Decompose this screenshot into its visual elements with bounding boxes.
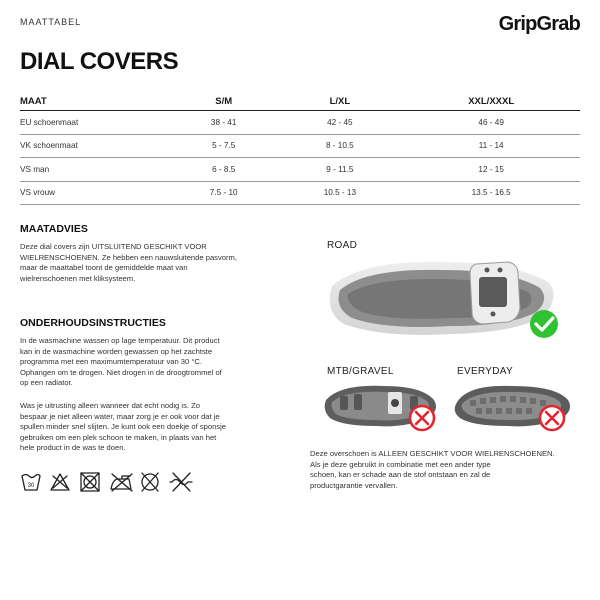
text-line: hele product in de was te doen.: [20, 443, 126, 452]
table-row: [20, 158, 580, 182]
table-cell: 8 - 10.5: [277, 134, 402, 158]
mtb-gravel-label: MTB/GRAVEL: [327, 366, 394, 377]
road-shoe-image: [322, 252, 562, 344]
compatible-badge: [530, 310, 558, 338]
size-table: [20, 92, 580, 205]
table-cell: 9 - 11.5: [277, 158, 402, 182]
table-cell: 7.5 - 10: [170, 181, 277, 205]
size-advice-heading: MAATADVIES: [20, 223, 88, 235]
size-advice-text: [20, 242, 310, 284]
column-header: MAAT: [20, 92, 170, 111]
table-row: [20, 134, 580, 158]
brand-logo: GripGrab: [498, 13, 580, 35]
row-label: VS man: [20, 158, 170, 182]
no-tumble-dry-icon: [81, 473, 99, 491]
text-line: productgarantie vervallen.: [310, 480, 398, 490]
column-header: L/XL: [277, 92, 402, 111]
text-line: spullen minder snel slijten. Je kunt ook een doekje of sponsje: [20, 422, 226, 431]
care-text-2: [20, 401, 310, 454]
table-cell: 38 - 41: [170, 111, 277, 135]
row-label: VK schoenmaat: [20, 134, 170, 158]
text-line: programma met een maximumtemperatuur van 30 °C.: [20, 357, 202, 366]
no-bleach-icon: [51, 474, 69, 490]
table-cell: 12 - 15: [402, 158, 580, 182]
wash-30-icon: [22, 475, 40, 491]
care-text-1: [20, 336, 310, 389]
care-symbols: [20, 470, 200, 494]
text-line: WIELRENSCHOENEN. Ze hebben een nauwsluitende pasvorm,: [20, 252, 237, 262]
table-cell: 10.5 - 13: [277, 181, 402, 205]
page-title: DIAL COVERS: [20, 48, 179, 75]
compatibility-note: [310, 449, 590, 491]
text-line: Ophangen om te drogen. Niet drogen in de droogtrommel of: [20, 367, 222, 377]
everyday-label: EVERYDAY: [457, 366, 513, 377]
mtb-gravel-shoe-image: [322, 378, 442, 434]
text-line: maar de maattabel toont de gemiddelde maat van: [20, 263, 188, 272]
text-line: wielrenschoenen met kliksysteem.: [20, 273, 136, 283]
table-row: [20, 181, 580, 205]
table-cell: 5 - 7.5: [170, 134, 277, 158]
table-cell: 46 - 49: [402, 111, 580, 135]
table-cell: 11 - 14: [402, 134, 580, 158]
table-row: [20, 111, 580, 135]
table-cell: 42 - 45: [277, 111, 402, 135]
no-dry-clean-icon: [142, 473, 158, 491]
everyday-shoe-image: [452, 378, 576, 434]
text-line: Als je deze gebruikt in combinatie met een ander type: [310, 459, 491, 469]
row-label: EU schoenmaat: [20, 111, 170, 135]
page-eyebrow: MAATTABEL: [20, 17, 82, 27]
road-label: ROAD: [327, 240, 358, 251]
text-line: op een radiator.: [20, 378, 73, 387]
row-label: VS vrouw: [20, 181, 170, 205]
text-line: bespaar je niet alleen water, maar zorg je er ook voor dat je: [20, 411, 220, 421]
no-wring-icon: [170, 473, 192, 491]
no-iron-icon: [111, 474, 132, 491]
text-line: schoen, kan er schade aan de stof ontstaan en zal de: [310, 470, 491, 479]
text-line: Deze dial covers zijn UITSLUITEND GESCHIKT VOOR: [20, 242, 207, 251]
table-header-row: [20, 92, 580, 111]
text-line: Deze overschoen is ALLEEN GESCHIKT VOOR WIELRENSCHOENEN.: [310, 449, 555, 458]
text-line: gebruiken om een plek schoon te maken, in plaats van het: [20, 432, 217, 442]
column-header: S/M: [170, 92, 277, 111]
table-cell: 6 - 8.5: [170, 158, 277, 182]
column-header: XXL/XXXL: [402, 92, 580, 111]
table-cell: 13.5 - 16.5: [402, 181, 580, 205]
wash-temp-label: 30: [27, 483, 35, 489]
text-line: In de wasmachine wassen op lage temperatuur. Dit product: [20, 336, 220, 345]
text-line: kan in de wasmachine worden gewassen op het zachtste: [20, 346, 213, 356]
care-heading: ONDERHOUDSINSTRUCTIES: [20, 317, 166, 329]
text-line: Was je uitrusting alleen wanneer dat echt nodig is. Zo: [20, 401, 200, 410]
